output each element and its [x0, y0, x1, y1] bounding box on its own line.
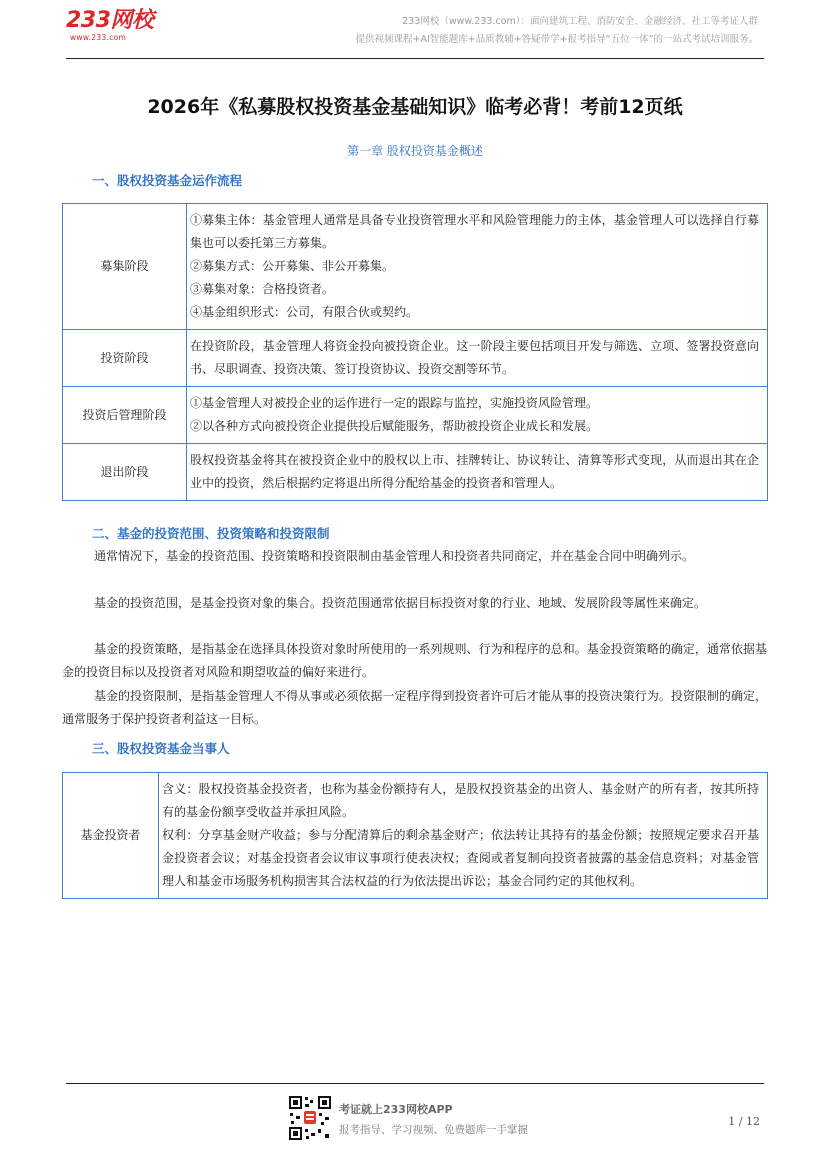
logo-url: www.233.com — [70, 33, 127, 42]
section-heading-2: 二、基金的投资范围、投资策略和投资限制 — [92, 526, 330, 541]
header-divider — [66, 58, 764, 59]
party-cell: 基金投资者 — [63, 773, 159, 899]
detail-line: 股权投资基金将其在被投资企业中的股权以上市、挂牌转让、协议转让、清算等形式变现，从而退出其在企业中的投资，然后根据约定将退出所得分配给基金的投资者和管理人。 — [190, 453, 759, 490]
page-header — [0, 0, 830, 60]
detail-line: ②募集方式：公开募集、非公开募集。 — [190, 259, 395, 273]
paragraph: 基金的投资限制，是指基金管理人不得从事或必须依据一定程序得到投资者许可后才能从事的投资决策行为。投资限制的确定，通常服务于保护投资者利益这一目标。 — [62, 689, 767, 726]
party-detail-cell — [159, 773, 768, 899]
stage-cell: 募集阶段 — [63, 204, 187, 330]
header-line-1: 233网校（www.233.com）：面向建筑工程、消防安全、金融经济、社工等考证人群 — [402, 16, 758, 27]
stage-cell: 退出阶段 — [63, 444, 187, 501]
chapter-title: 第一章 股权投资基金概述 — [347, 144, 483, 158]
app-promo-title: 考证就上233网校APP — [339, 1103, 453, 1116]
stage-detail-cell — [187, 387, 768, 444]
detail-line: ③募集对象：合格投资者。 — [190, 282, 335, 296]
parties-table — [62, 772, 768, 899]
stage-cell: 投资后管理阶段 — [63, 387, 187, 444]
page-title: 2026年《私募股权投资基金基础知识》临考必背！考前12页纸 — [147, 96, 683, 118]
app-promo-subtitle: 报考指导、学习视频、免费题库一手掌握 — [339, 1124, 528, 1136]
table-row — [63, 204, 768, 330]
stage-detail-cell — [187, 204, 768, 330]
stage-cell: 投资阶段 — [63, 330, 187, 387]
paragraph: 通常情况下，基金的投资范围、投资策略和投资限制由基金管理人和投资者共同商定，并在基金合同中明确列示。 — [94, 549, 695, 563]
table-row — [63, 330, 768, 387]
header-line-2: 提供视频课程+AI智能题库+品质教辅+答疑带学+报考指导“五位一体”的一站式考试培训服务。 — [355, 34, 758, 45]
page-number: 1 / 12 — [728, 1115, 760, 1128]
paragraph: 基金的投资策略，是指基金在选择具体投资对象时所使用的一系列规则、行为和程序的总和。基金投资策略的确定，通常依据基金的投资目标以及投资者对风险和期望收益的偏好来进行。 — [62, 642, 767, 679]
detail-line: ②以各种方式向被投资企业提供投后赋能服务，帮助被投资企业成长和发展。 — [190, 419, 599, 433]
detail-line: 含义：股权投资基金投资者，也称为基金份额持有人，是股权投资基金的出资人、基金财产的所有者，按其所持有的基金份额享受收益并承担风险。 — [162, 782, 759, 819]
paragraph: 基金的投资范围，是基金投资对象的集合。投资范围通常依据目标投资对象的行业、地域、发展阶段等属性来确定。 — [94, 596, 707, 610]
detail-line: ①基金管理人对被投企业的运作进行一定的跟踪与监控，实施投资风险管理。 — [190, 396, 599, 410]
detail-line: 在投资阶段，基金管理人将资金投向被投资企业。这一阶段主要包括项目开发与筛选、立项、签署投资意向书、尽职调查、投资决策、签订投资协议、投资交割等环节。 — [190, 339, 759, 376]
table-row — [63, 387, 768, 444]
section-heading-3: 三、股权投资基金当事人 — [92, 741, 230, 756]
qr-code-icon[interactable] — [288, 1095, 332, 1141]
stage-detail-cell — [187, 330, 768, 387]
operation-process-table — [62, 203, 768, 501]
detail-line: ④基金组织形式：公司，有限合伙或契约。 — [190, 305, 419, 319]
table-row — [63, 444, 768, 501]
brand-logo[interactable] — [66, 10, 153, 42]
table-row — [63, 773, 768, 899]
stage-detail-cell — [187, 444, 768, 501]
section-heading-1: 一、股权投资基金运作流程 — [92, 173, 243, 188]
detail-line: ①募集主体：基金管理人通常是具备专业投资管理水平和风险管理能力的主体，基金管理人可以选择自行募集也可以委托第三方募集。 — [190, 213, 759, 250]
logo-text: 233网校 — [66, 8, 154, 33]
detail-line: 权利：分享基金财产收益；参与分配清算后的剩余基金财产；依法转让其持有的基金份额；按照规定要求召开基金投资者会议；对基金投资者会议审议事项行使表决权；查阅或者复制向投资者披露的基金信息资料；对基金管理人和基金市场服务机构损害其合法权益的行为依法提出诉讼；基金合同约定的其他权利。 — [162, 828, 759, 888]
header-description — [356, 13, 759, 49]
footer-divider — [66, 1083, 764, 1084]
